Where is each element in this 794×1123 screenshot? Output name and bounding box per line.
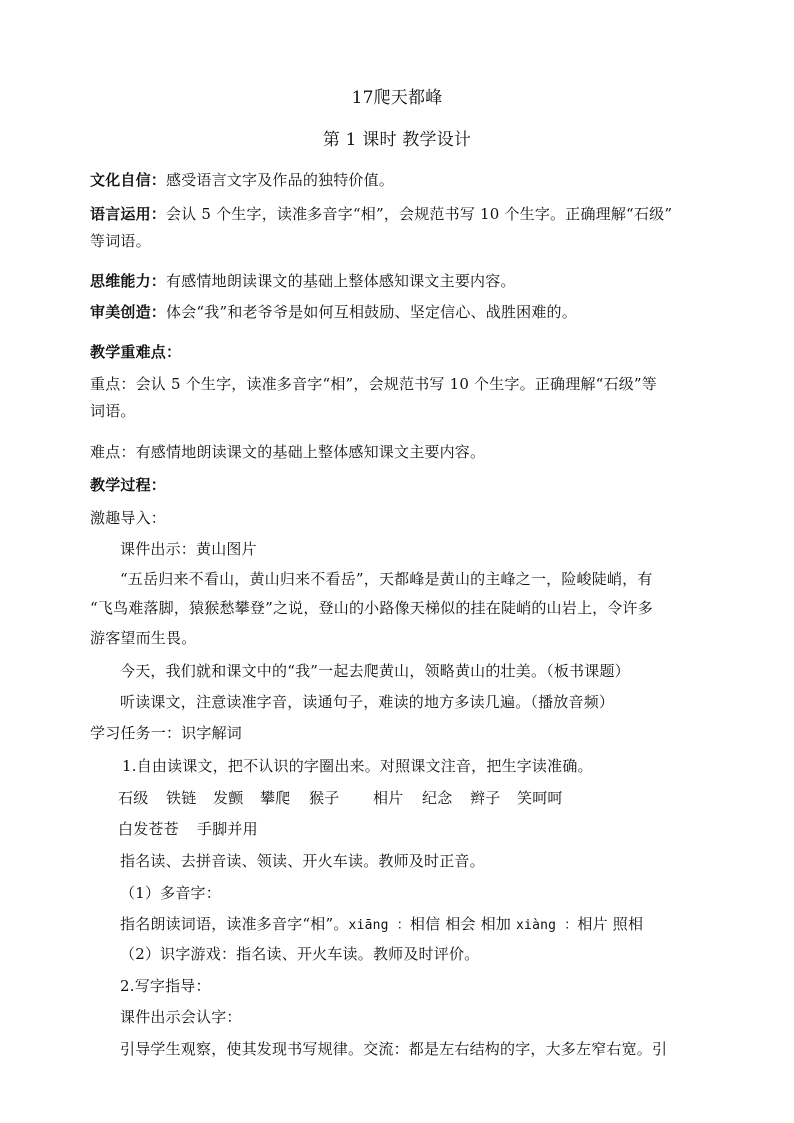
vocab-word: 辫子	[470, 789, 501, 807]
goal-language-continued: 等词语。	[90, 232, 151, 250]
intro-paragraph-line-1: “五岳归来不看山，黄山归来不看岳”，天都峰是黄山的主峰之一，险峻陡峭，有	[120, 570, 653, 588]
goal-thinking	[90, 270, 516, 292]
document-title: 17爬天都峰	[351, 88, 443, 108]
intro-heading: 激趣导入：	[90, 509, 167, 527]
vocab-word: 相片	[373, 789, 404, 807]
courseware-huangshan: 课件出示：黄山图片	[120, 540, 257, 558]
courseware-characters: 课件出示会认字：	[120, 1008, 242, 1026]
pinyin-xiang1: xiāng ：	[348, 918, 410, 933]
reading-methods: 指名读、去拼音读、领读、开火车读。教师及时正音。	[120, 852, 485, 870]
intro-paragraph-line-3: 游客望而生畏。	[90, 629, 197, 647]
sub-heading-game: （2）识字游戏：指名读、开火车读。教师及时评价。	[120, 945, 480, 963]
goal-thinking-label: 思维能力：	[90, 272, 167, 290]
vocab-word: 石级	[118, 789, 149, 807]
goal-aesthetic-text: 体会“我”和老爷爷是如何互相鼓励、坚定信心、战胜困难的。	[166, 303, 577, 321]
vocab-word: 纪念	[422, 789, 453, 807]
task-1-heading: 学习任务一：识字解词	[90, 724, 243, 742]
goal-culture-text: 感受语言文字及作品的独特价值。	[166, 171, 395, 189]
sub-heading-polyphone: （1）多音字：	[120, 884, 221, 902]
vocab-word: 笑呵呵	[517, 789, 563, 807]
goal-culture	[90, 169, 394, 191]
vocab-word: 攀爬	[260, 789, 291, 807]
intro-paragraph-2: 今天，我们就和课文中的“我”一起去爬黄山，领略黄山的壮美。（板书课题）	[120, 662, 630, 680]
step-2: 2.写字指导：	[120, 977, 211, 995]
document-subtitle: 第 1 课时 教学设计	[322, 130, 472, 150]
goal-thinking-text: 有感情地朗读课文的基础上整体感知课文主要内容。	[166, 272, 516, 290]
process-heading: 教学过程：	[90, 476, 167, 494]
polyphone-line	[120, 913, 643, 937]
vocab-word: 白发苍苍	[118, 820, 179, 838]
key-points-heading: 教学重难点：	[90, 343, 182, 361]
vocab-word: 手脚并用	[197, 820, 258, 838]
difficult-point: 难点：有感情地朗读课文的基础上整体感知课文主要内容。	[90, 443, 486, 461]
key-point-line-1: 重点：会认 5 个生字，读准多音字“相”，会规范书写 10 个生字。正确理解“石级”等	[90, 375, 657, 393]
goal-language-label: 语言运用：	[90, 205, 167, 223]
goal-aesthetic-label: 审美创造：	[90, 303, 167, 321]
guide-line: 引导学生观察，使其发现书写规律。交流：都是左右结构的字，大多左窄右宽。引	[120, 1040, 668, 1058]
vocab-word: 铁链	[166, 789, 197, 807]
vocab-word: 猴子	[309, 789, 340, 807]
goal-aesthetic	[90, 301, 577, 323]
goal-language-text: 会认 5 个生字，读准多音字“相”，会规范书写 10 个生字。正确理解“石级”	[166, 205, 673, 223]
key-point-line-2: 词语。	[90, 402, 136, 420]
goal-culture-label: 文化自信：	[90, 171, 167, 189]
goal-language	[90, 203, 672, 225]
polyphone-words-xiang4: 相片 照相	[577, 915, 644, 933]
vocab-word: 发颤	[213, 789, 244, 807]
step-1: 1.自由读课文，把不认识的字圈出来。对照课文注音，把生字读准确。	[122, 757, 593, 775]
intro-paragraph-line-2: “飞鸟难落脚，猿猴愁攀登”之说，登山的小路像天梯似的挂在陡峭的山岩上，令许多	[90, 599, 653, 617]
polyphone-words-xiang1: 相信 相会 相加	[409, 915, 512, 933]
polyphone-lead: 指名朗读词语，读准多音字“相”。	[120, 915, 349, 933]
intro-paragraph-3: 听读课文，注意读准字音，读通句子，难读的地方多读几遍。（播放音频）	[120, 693, 615, 711]
pinyin-xiang4: xiàng ：	[516, 918, 578, 933]
